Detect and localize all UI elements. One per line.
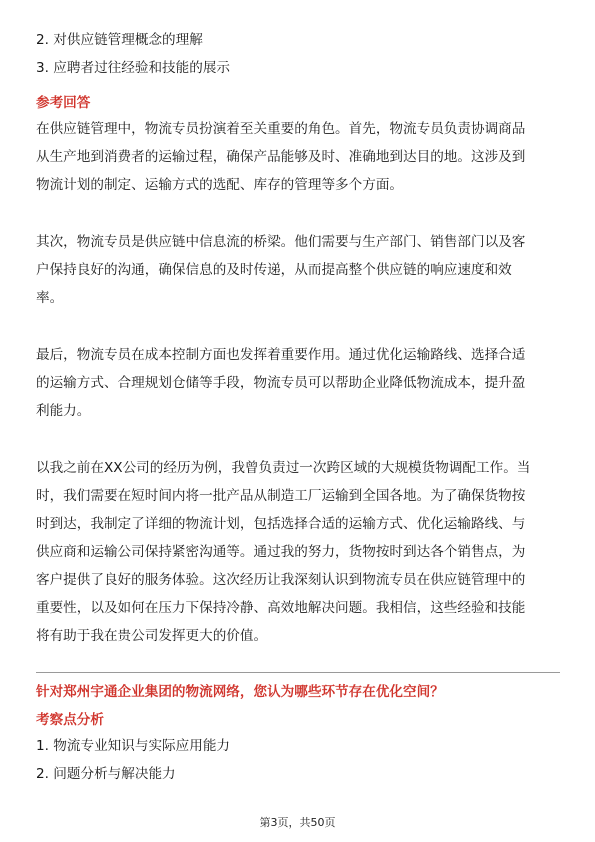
paragraph-line: 重要性，以及如何在压力下保持冷静、高效地解决问题。我相信，这些经验和技能 (36, 600, 526, 616)
paragraph-line: 以我之前在XX公司的经历为例，我曾负责过一次跨区域的大规模货物调配工作。当 (36, 460, 531, 476)
paragraph-line: 最后，物流专员在成本控制方面也发挥着重要作用。通过优化运输路线、选择合适 (36, 347, 526, 363)
paragraph-line: 时到达，我制定了详细的物流计划，包括选择合适的运输方式、优化运输路线、与 (36, 516, 526, 532)
list-item: 2. 对供应链管理概念的理解 (36, 32, 203, 48)
paragraph-line: 时，我们需要在短时间内将一批产品从制造工厂运输到全国各地。为了确保货物按 (36, 488, 526, 504)
paragraph-line: 户保持良好的沟通，确保信息的及时传递，从而提高整个供应链的响应速度和效 (36, 262, 512, 278)
section-divider (36, 672, 560, 673)
page-number: 第3页，共50页 (259, 816, 336, 829)
analysis-heading: 考察点分析 (36, 712, 104, 728)
answer-heading: 参考回答 (36, 95, 91, 111)
paragraph-line: 在供应链管理中，物流专员扮演着至关重要的角色。首先，物流专员负责协调商品 (36, 121, 526, 137)
paragraph-line: 将有助于我在贵公司发挥更大的价值。 (36, 628, 268, 644)
paragraph-line: 从生产地到消费者的运输过程，确保产品能够及时、准确地到达目的地。这涉及到 (36, 149, 526, 165)
list-item: 1. 物流专业知识与实际应用能力 (36, 738, 231, 754)
paragraph-line: 供应商和运输公司保持紧密沟通等。通过我的努力，货物按时到达各个销售点，为 (36, 544, 526, 560)
paragraph-line: 物流计划的制定、运输方式的选配、库存的管理等多个方面。 (36, 177, 404, 193)
list-item: 2. 问题分析与解决能力 (36, 766, 176, 782)
paragraph-line: 利能力。 (36, 403, 91, 419)
paragraph-line: 其次，物流专员是供应链中信息流的桥梁。他们需要与生产部门、销售部门以及客 (36, 234, 526, 250)
list-item: 3. 应聘者过往经验和技能的展示 (36, 60, 231, 76)
paragraph-line: 的运输方式、合理规划仓储等手段，物流专员可以帮助企业降低物流成本，提升盈 (36, 375, 526, 391)
question-heading: 针对郑州宇通企业集团的物流网络，您认为哪些环节存在优化空间？ (36, 684, 444, 700)
paragraph-line: 率。 (36, 290, 64, 306)
paragraph-line: 客户提供了良好的服务体验。这次经历让我深刻认识到物流专员在供应链管理中的 (36, 572, 526, 588)
